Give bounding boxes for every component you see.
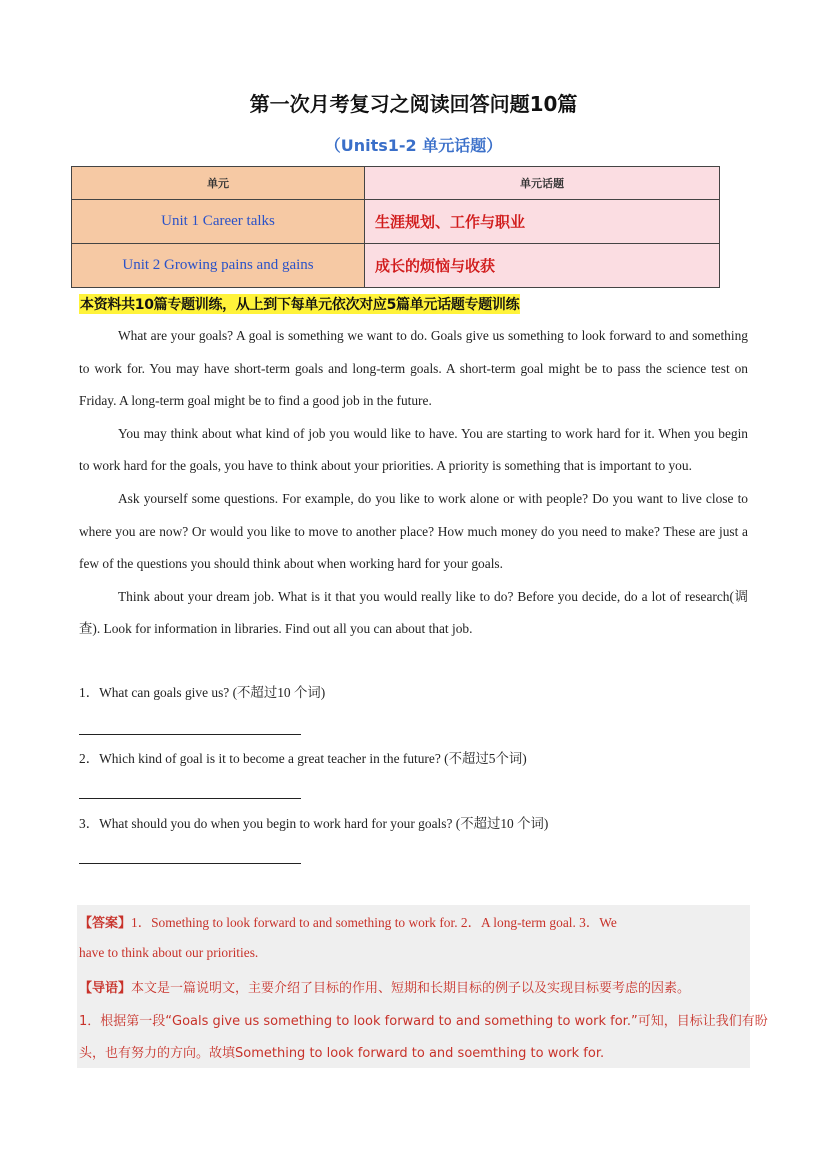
unit-topic: 生涯规划、工作与职业 (375, 213, 526, 231)
explain-line-1: 1．根据第一段“Goals give us something to look forward to and something to work for.”可知，目标让我们有盼 (79, 1014, 768, 1029)
header-unit: 单元 (72, 167, 365, 200)
answer-line-2: have to think about our priorities. (79, 945, 259, 960)
passage-paragraph: Think about your dream job. What is it that you would really like to do? Before you decide, do a lot of research(调查). Look for information in libraries. Find out all you can about that job. (79, 588, 748, 637)
answer-tag: 【答案】 (79, 916, 132, 931)
unit-name: Unit 2 Growing pains and gains (122, 257, 314, 273)
topic-cell (365, 200, 720, 244)
topic-cell (365, 244, 720, 288)
table-row (72, 244, 720, 288)
page-title: 第一次月考复习之阅读回答问题10篇 (249, 92, 578, 116)
units-table (71, 166, 720, 288)
unit-cell (72, 200, 365, 244)
reading-passage (79, 320, 748, 646)
guide-line (79, 977, 690, 996)
passage-paragraph: You may think about what kind of job you would like to have. You are starting to work hard for it. When you begin to work hard for the goals, you have to think about your priorities. A priority is something that is important to you. (79, 425, 748, 474)
question-1: 1．What can goals give us? (不超过10 个词) (79, 685, 326, 700)
answer-line-1 (79, 912, 617, 931)
unit-topic: 成长的烦恼与收获 (375, 257, 496, 275)
guide-tag: 【导语】 (79, 981, 132, 996)
question-3: 3．What should you do when you begin to work hard for your goals? (不超过10 个词) (79, 816, 549, 831)
passage-paragraph: Ask yourself some questions. For example, do you like to work alone or with people? Do you want to live close to where you are now? Or would you like to move to another place? How much money do you need to make? These are just a few of the questions you should think about when working hard for your goals. (79, 490, 748, 572)
explain-line-2: 头，也有努力的方向。故填Something to look forward to and soemthing to work for. (79, 1046, 605, 1061)
answer-blank-2[interactable] (79, 798, 301, 799)
table-row (72, 200, 720, 244)
unit-name: Unit 1 Career talks (161, 213, 275, 229)
table-header-row (72, 167, 720, 200)
unit-cell (72, 244, 365, 288)
answer-blank-1[interactable] (79, 734, 301, 735)
answer-section (77, 905, 768, 1068)
answer-blank-3[interactable] (79, 863, 301, 864)
guide-text: 本文是一篇说明文，主要介绍了目标的作用、短期和长期目标的例子以及实现目标要考虑的因素。 (131, 981, 691, 996)
highlight-note: 本资料共10篇专题训练，从上到下每单元依次对应5篇单元话题专题训练 (79, 294, 520, 314)
header-topic: 单元话题 (365, 167, 720, 200)
question-2: 2．Which kind of goal is it to become a great teacher in the future? (不超过5个词) (79, 751, 527, 766)
page-subtitle: （Units1-2 单元话题） (324, 136, 503, 155)
passage-paragraph: What are your goals? A goal is something we want to do. Goals give us something to look forward to and something to work for. You may have short-term goals and long-term goals. A short-term goal might be to pass the science test on Friday. A long-term goal might be to find a good job in the future. (79, 328, 748, 409)
answer-text-1: 1．Something to look forward to and something to work for. 2．A long-term goal. 3．We (131, 915, 617, 930)
